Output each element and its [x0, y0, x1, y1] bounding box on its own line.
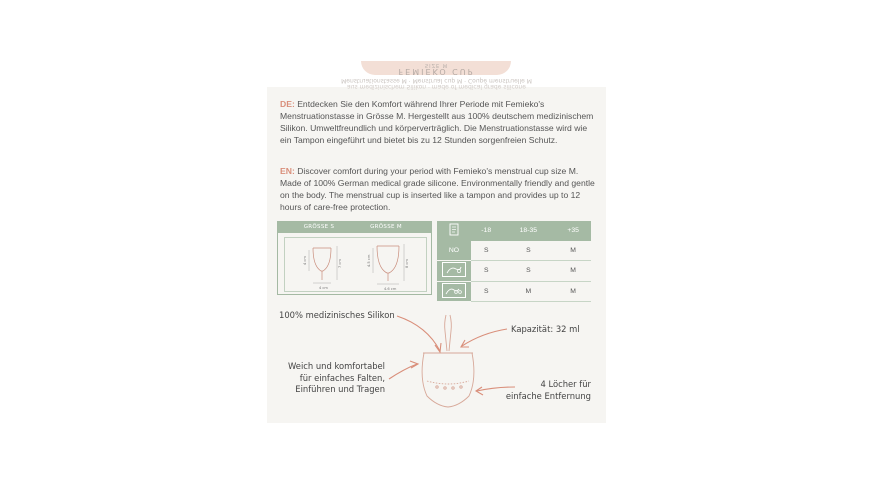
- m-body-height-label: 4.5 cm: [367, 254, 371, 267]
- product-panel: [267, 61, 606, 423]
- callout-holes: [492, 379, 591, 402]
- age-header-cell: +35: [555, 221, 591, 241]
- table-cell: M: [555, 261, 591, 282]
- s-body-height-label: 4 cm: [303, 256, 307, 265]
- flipped-text-line: aus medizinischem Silikon · made of medical grade silicone: [347, 83, 526, 90]
- table-cell: S: [471, 261, 501, 282]
- flipped-text-line: Menstruationstasse M · Menstrual cup M · Coupe menstruelle M: [341, 77, 532, 84]
- description-en-text: Discover comfort during your period with Femieko's menstrual cup size M. Made of 100% German medical grade silicone. Environmentally friendly and gentle on the body. The menstrual cup is inserted like a tampon and provides up to 12 hours of care-free protection.: [280, 166, 595, 213]
- size-s-label: GRÖSSE S: [303, 224, 335, 230]
- s-width-label: 4 cm: [319, 286, 328, 290]
- table-cell: S: [501, 261, 555, 282]
- table-cell: S: [501, 241, 555, 261]
- callout-holes-line: einfache Entfernung: [505, 390, 591, 401]
- table-cell: M: [555, 241, 591, 261]
- callout-silicone: 100% medizinisches Silikon: [279, 310, 395, 320]
- callout-soft-line: Weich und komfortabel: [288, 361, 385, 371]
- table-cell: S: [471, 281, 501, 302]
- s-total-height-label: 7 cm: [338, 259, 342, 268]
- age-header-cell: 18-35: [501, 221, 555, 241]
- m-total-height-label: 8 cm: [405, 259, 409, 268]
- m-width-label: 4.6 cm: [384, 287, 397, 291]
- brand-label: FEMIEKO CUP: [398, 67, 475, 76]
- table-cell: M: [501, 281, 555, 302]
- callout-soft-line: Einführen und Tragen: [295, 384, 385, 394]
- size-label: SIZE M: [424, 62, 449, 68]
- age-header-cell: -18: [471, 221, 501, 241]
- lang-label-de: DE:: [280, 99, 295, 109]
- size-m-label: GRÖSSE M: [370, 224, 402, 230]
- callout-holes-line: 4 Löcher für: [540, 379, 591, 389]
- table-cell: S: [471, 241, 501, 261]
- callout-soft: [267, 361, 385, 396]
- callout-capacity: Kapazität: 32 ml: [511, 324, 580, 334]
- menstrual-cup-icon: [422, 315, 474, 407]
- description-de-text: Entdecken Sie den Komfort während Ihrer Periode mit Femieko's Menstruationstasse in Grösse M. Hergestellt aus 100% deutschem medizinischem Silikon. Umweltfreundlich und körperverträglich. Die Menstruationstasse wird wie ein Tampon eingeführt und bietet bis zu 12 Stunden sorgenfreien Schutz.: [280, 99, 594, 146]
- lang-label-en: EN:: [280, 166, 295, 176]
- table-cell: M: [555, 281, 591, 302]
- no-birth-label: NO: [437, 241, 471, 261]
- callout-soft-line: für einfaches Falten,: [299, 372, 385, 383]
